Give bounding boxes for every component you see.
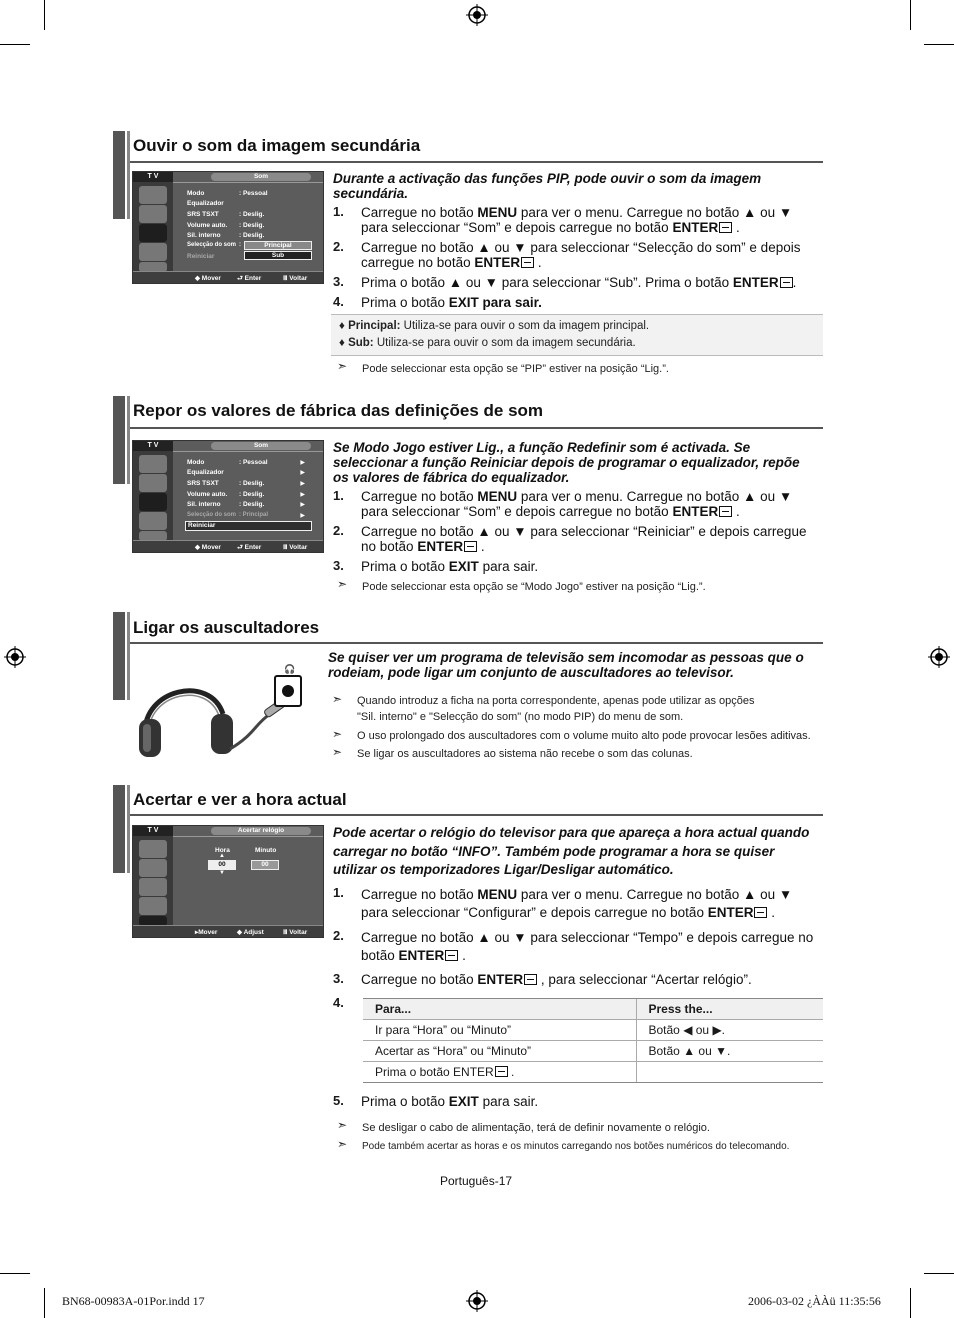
menu-title: Som (211, 173, 311, 181)
menu-screenshot (132, 440, 324, 553)
sound-icon (139, 878, 167, 896)
chevron-right-icon: ▶ (300, 470, 305, 476)
section-title: Repor os valores de fábrica das definições de som (133, 401, 544, 420)
menu-row: Volume auto. : Deslig. (187, 222, 265, 229)
note-text: Pode seleccionar esta opção se “PIP” estiver na posição “Lig.”. (362, 363, 669, 375)
chevron-right-icon: ▶ (300, 481, 305, 487)
channel-icon (139, 243, 167, 261)
menu-row: Equalizador (187, 469, 224, 476)
enter-icon (754, 907, 767, 918)
sound-icon (139, 224, 167, 242)
menu-screenshot (132, 825, 324, 938)
note-arrow-icon: ➣ (337, 1118, 348, 1132)
table-cell: Ir para “Hora” ou “Minuto” (363, 1020, 636, 1041)
info-box (331, 314, 823, 356)
step-text: Prima o botão ▲ ou ▼ para seleccionar “Sub”. Prima o botão ENTER . (361, 275, 797, 290)
menu-row: Reiniciar (187, 253, 215, 260)
picture-icon (139, 474, 167, 492)
menu-title: Acertar relógio (211, 827, 311, 835)
menu-row: Modo : Pessoal (187, 190, 268, 197)
section-bar (113, 131, 125, 219)
step-number: 1. (333, 885, 344, 900)
section-intro: Se Modo Jogo estiver Lig., a função Redefinir som é activada. Se seleccionar a função Reiniciar depois de programar o equalizador, repõe os valores de fábrica do equalizador. (333, 440, 800, 485)
section-bar (127, 131, 130, 219)
sound-icon (139, 493, 167, 511)
file-name: BN68-00983A-01Por.indd 17 (62, 1294, 205, 1308)
menu-row: Sil. interno : Deslig. (187, 501, 265, 508)
section-title: Acertar e ver a hora actual (133, 790, 347, 809)
picture-icon (139, 186, 167, 204)
note-text: Se ligar os auscultadores ao sistema não recebe o som das colunas. (357, 748, 693, 760)
menu-screenshot (132, 171, 324, 284)
step-number: 5. (333, 1093, 344, 1108)
enter-icon (719, 506, 732, 517)
clock-hour-field: 00 (208, 860, 236, 870)
channel-icon (139, 897, 167, 915)
menu-side-header: T V (133, 441, 173, 451)
crop-mark (44, 0, 45, 30)
menu-side-header: T V (133, 172, 173, 182)
clock-minute-label: Minuto (255, 847, 277, 854)
step-number: 1. (333, 204, 344, 219)
picture-icon (139, 859, 167, 877)
section-intro: Pode acertar o relógio do televisor para que apareça a hora actual quando carregar no botão “INFO”. Também pode programar a hora se quiser utilizar os temporizadores Ligar/Desligar automático. (333, 825, 810, 877)
crop-mark (0, 1273, 30, 1274)
chevron-right-icon: ▶ (300, 513, 305, 519)
info-line: ♦ Principal: Utiliza-se para ouvir o som da imagem principal. (339, 320, 650, 332)
registration-mark-icon (466, 4, 488, 26)
chevron-right-icon: ▶ (300, 460, 305, 466)
enter-icon (445, 950, 458, 961)
menu-row: SRS TSXT : Deslig. (187, 211, 265, 218)
headphones-icon (135, 664, 315, 764)
section-bar (113, 785, 125, 873)
enter-icon (524, 974, 537, 985)
crop-mark (44, 1288, 45, 1318)
crop-mark (910, 0, 911, 30)
step-text: Carregue no botão MENU para ver o menu. Carregue no botão ▲ ou ▼ para seleccionar “Configurar” e depois carregue no botão ENTER . (361, 887, 793, 920)
note-arrow-icon: ➣ (332, 692, 343, 706)
channel-icon (139, 512, 167, 530)
button-table (363, 998, 823, 1083)
table-cell: Botão ▲ ou ▼. (636, 1041, 823, 1062)
info-line: ♦ Sub: Utiliza-se para ouvir o som da imagem secundária. (339, 337, 636, 349)
picture-icon (139, 455, 167, 473)
enter-icon (780, 277, 793, 288)
chevron-right-icon: ▶ (300, 502, 305, 508)
section-bar (113, 612, 125, 700)
section-rule (130, 814, 823, 816)
table-cell: Prima o botão ENTER . (363, 1062, 636, 1083)
step-text: Prima o botão EXIT para sair. (361, 1094, 539, 1109)
step-number: 2. (333, 523, 344, 538)
picture-icon (139, 205, 167, 223)
enter-icon (495, 1066, 508, 1077)
menu-footer: ◆ Mover ⮐ Enter Ⅲ Voltar (133, 540, 323, 552)
menu-option-principal: Principal (244, 241, 312, 250)
section-bar (127, 396, 130, 484)
note-text: Pode também acertar as horas e os minutos carregando nos botões numéricos do telecomando. (362, 1141, 790, 1152)
section-intro: Durante a activação das funções PIP, pode ouvir o som da imagem secundária. (333, 171, 762, 201)
table-cell (636, 1062, 823, 1083)
chevron-down-icon: ▼ (219, 870, 225, 876)
step-number: 4. (333, 995, 344, 1010)
section-rule (130, 161, 823, 163)
menu-row: Volume auto. : Deslig. (187, 491, 265, 498)
table-row (363, 1062, 823, 1083)
step-text: Carregue no botão ▲ ou ▼ para seleccionar “Tempo” e depois carregue no botão ENTER . (361, 930, 814, 963)
print-date: 2006-03-02 ¿ÀÀü 11:35:56 (748, 1294, 881, 1308)
step-text: Carregue no botão ▲ ou ▼ para seleccionar “Selecção do som” e depois carregue no botão ENTER . (361, 240, 801, 270)
svg-text:🎧: 🎧 (284, 665, 296, 675)
picture-icon (139, 840, 167, 858)
menu-row: Selecção do som : Principal (187, 512, 269, 518)
table-header: Para... (363, 999, 636, 1020)
crop-mark (924, 1273, 954, 1274)
menu-row: Sil. interno : Deslig. (187, 232, 265, 239)
menu-row: Equalizador (187, 200, 224, 207)
clock-minute-field: 00 (251, 860, 279, 870)
note-text: Se desligar o cabo de alimentação, terá de definir novamente o relógio. (362, 1122, 710, 1134)
menu-row: Modo : Pessoal (187, 459, 268, 466)
step-number: 2. (333, 239, 344, 254)
registration-mark-icon (466, 1290, 488, 1312)
section-bar (127, 785, 130, 873)
table-cell: Botão ◀ ou ▶. (636, 1020, 823, 1041)
chevron-right-icon: ▶ (300, 492, 305, 498)
table-row (363, 1020, 823, 1041)
menu-row-selected: Reiniciar (185, 521, 312, 531)
section-rule (130, 427, 823, 429)
step-text: Carregue no botão MENU para ver o menu. Carregue no botão ▲ ou ▼ para seleccionar “Som” e depois carregue no botão ENTER . (361, 205, 793, 235)
section-rule (130, 642, 823, 644)
menu-row: SRS TSXT : Deslig. (187, 480, 265, 487)
section-title: Ligar os auscultadores (133, 618, 320, 637)
note-arrow-icon: ➣ (337, 577, 348, 591)
step-text: Carregue no botão ENTER , para seleccionar “Acertar relógio”. (361, 972, 752, 987)
note-text: Pode seleccionar esta opção se “Modo Jogo” estiver na posição “Lig.”. (362, 581, 706, 593)
chevron-up-icon: ▲ (219, 853, 225, 859)
step-text: Carregue no botão MENU para ver o menu. Carregue no botão ▲ ou ▼ para seleccionar “Som” e depois carregue no botão ENTER . (361, 489, 793, 519)
registration-mark-icon (928, 646, 950, 668)
enter-icon (719, 222, 732, 233)
menu-option-sub: Sub (244, 251, 312, 260)
note-text: O uso prolongado dos auscultadores com o volume muito alto pode provocar lesões aditivas. (357, 730, 811, 742)
enter-icon (521, 257, 534, 268)
table-cell: Acertar as “Hora” ou “Minuto” (363, 1041, 636, 1062)
section-intro: Se quiser ver um programa de televisão sem incomodar as pessoas que o rodeiam, pode ligar um conjunto de auscultadores ao televisor. (328, 650, 804, 680)
step-number: 1. (333, 488, 344, 503)
menu-footer: ▸Mover ◆ Adjust Ⅲ Voltar (133, 925, 323, 937)
step-text: Carregue no botão ▲ ou ▼ para seleccionar “Reiniciar” e depois carregue no botão ENTER . (361, 524, 807, 554)
table-header: Press the... (636, 999, 823, 1020)
section-bar (113, 396, 125, 484)
note-arrow-icon: ➣ (332, 727, 343, 741)
table-row (363, 1041, 823, 1062)
step-text: Prima o botão EXIT para sair. (361, 559, 539, 574)
crop-mark (0, 44, 30, 45)
menu-side-header: T V (133, 826, 173, 836)
note-text: Quando introduz a ficha na porta correspondente, apenas pode utilizar as opções (357, 695, 755, 707)
enter-icon (464, 541, 477, 552)
section-bar (127, 612, 130, 700)
menu-footer: ◆ Mover ⮐ Enter Ⅲ Voltar (133, 271, 323, 283)
menu-title: Som (211, 442, 311, 450)
menu-row: Selecção do som : (187, 242, 241, 248)
note-text: "Sil. interno" e "Selecção do som" (no modo PIP) do menu de som. (357, 711, 684, 723)
step-number: 3. (333, 274, 344, 289)
section-title: Ouvir o som da imagem secundária (133, 136, 421, 155)
clock-hour-label: Hora (215, 847, 230, 854)
crop-mark (924, 44, 954, 45)
page-number: Português-17 (440, 1174, 513, 1188)
note-arrow-icon: ➣ (337, 1137, 348, 1151)
step-number: 2. (333, 928, 344, 943)
step-number: 4. (333, 294, 344, 309)
step-number: 3. (333, 971, 344, 986)
registration-mark-icon (4, 646, 26, 668)
crop-mark (910, 1288, 911, 1318)
note-arrow-icon: ➣ (337, 359, 348, 373)
note-arrow-icon: ➣ (332, 745, 343, 759)
step-text: Prima o botão EXIT para sair. (361, 295, 542, 310)
step-number: 3. (333, 558, 344, 573)
